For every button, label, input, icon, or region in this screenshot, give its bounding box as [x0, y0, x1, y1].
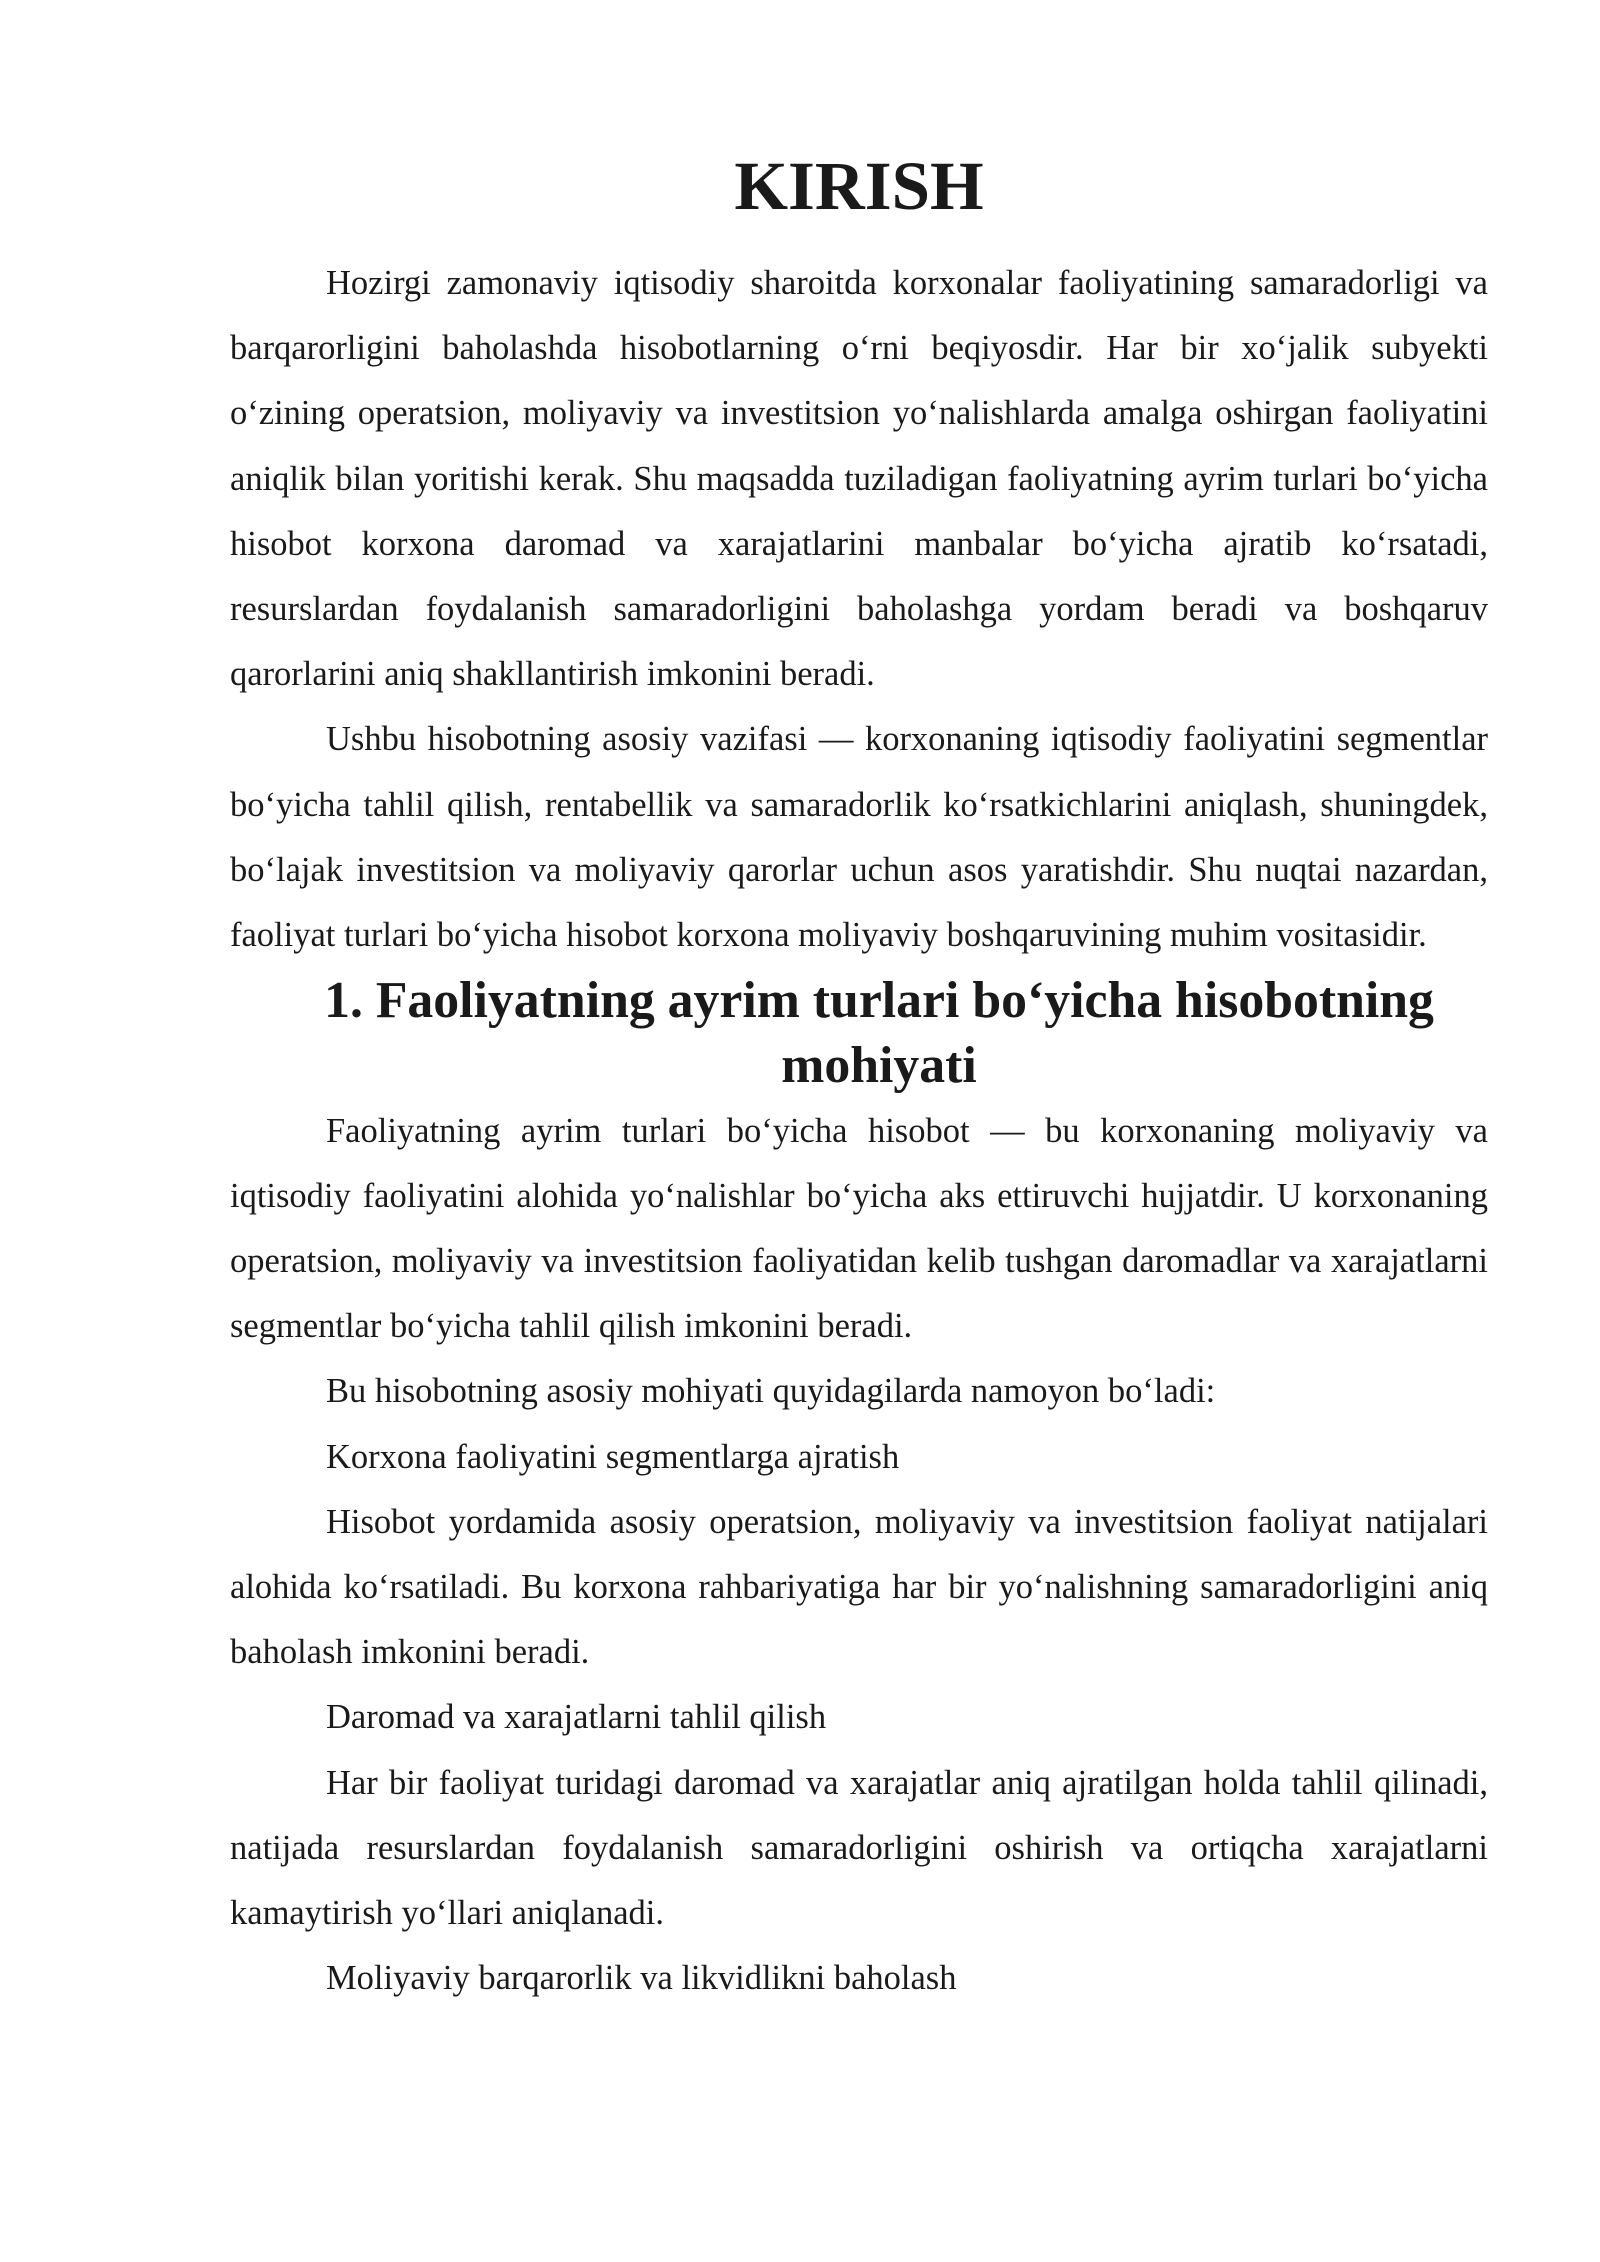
section-paragraph-3: Hisobot yordamida asosiy operatsion, moliyaviy va investitsion faoliyat natijalari alohida ko‘rsatiladi. Bu korxona rahbariyatiga har bir yo‘nalishning samaradorligini aniq baholash imkonini beradi.: [230, 1502, 1488, 1672]
section-paragraph-4: Har bir faoliyat turidagi daromad va xarajatlar aniq ajratilgan holda tahlil qilinadi, natijada resurslardan foydalanish samaradorligini oshirish va ortiqcha xarajatlarni kamaytirish yo‘llari aniqlanadi.: [230, 1763, 1488, 1933]
subheading-stability-liquidity: Moliyaviy barqarorlik va likvidlikni baholash: [326, 1959, 957, 1998]
subheading-segmentation: Korxona faoliyatini segmentlarga ajratish: [326, 1437, 900, 1476]
section-paragraph-1: Faoliyatning ayrim turlari bo‘yicha hisobot — bu korxonaning moliyaviy va iqtisodiy faoliyatini alohida yo‘nalishlar bo‘yicha aks ettiruvchi hujjatdir. U korxonaning operatsion, moliyaviy va investitsion faoliyatidan kelib tushgan daromadlar va xarajatlarni segmentlar bo‘yicha tahlil qilish imkonini beradi.: [230, 1111, 1488, 1346]
intro-paragraph-1: Hozirgi zamonaviy iqtisodiy sharoitda korxonalar faoliyatining samaradorligi va barqarorligini baholashda hisobotlarning o‘rni beqiyosdir. Har bir xo‘jalik subyekti o‘zining operatsion, moliyaviy va investitsion yo‘nalishlarda amalga oshirgan faoliyatini aniqlik bilan yoritishi kerak. Shu maqsadda tuziladigan faoliyatning ayrim turlari bo‘yicha hisobot korxona daromad va xarajatlarini manbalar bo‘yicha ajratib ko‘rsatadi, resurslardan foydalanish samaradorligini baholashga yordam beradi va boshqaruv qarorlarini aniq shakllantirish imkonini beradi.: [230, 264, 1488, 694]
section-heading: 1. Faoliyatning ayrim turlari bo‘yicha hisobotning mohiyati: [324, 972, 1434, 1095]
subheading-income-expense: Daromad va xarajatlarni tahlil qilish: [326, 1698, 827, 1737]
section-paragraph-2: Bu hisobotning asosiy mohiyati quyidagilarda namoyon bo‘ladi:: [326, 1372, 1216, 1411]
intro-paragraph-2: Ushbu hisobotning asosiy vazifasi — korxonaning iqtisodiy faoliyatini segmentlar bo‘yicha tahlil qilish, rentabellik va samaradorlik ko‘rsatkichlarini aniqlash, shuningdek, bo‘lajak investitsion va moliyaviy qarorlar uchun asos yaratishdir. Shu nuqtai nazardan, faoliyat turlari bo‘yicha hisobot korxona moliyaviy boshqaruvining muhim vositasidir.: [230, 720, 1488, 955]
document-title: KIRISH: [734, 148, 984, 224]
